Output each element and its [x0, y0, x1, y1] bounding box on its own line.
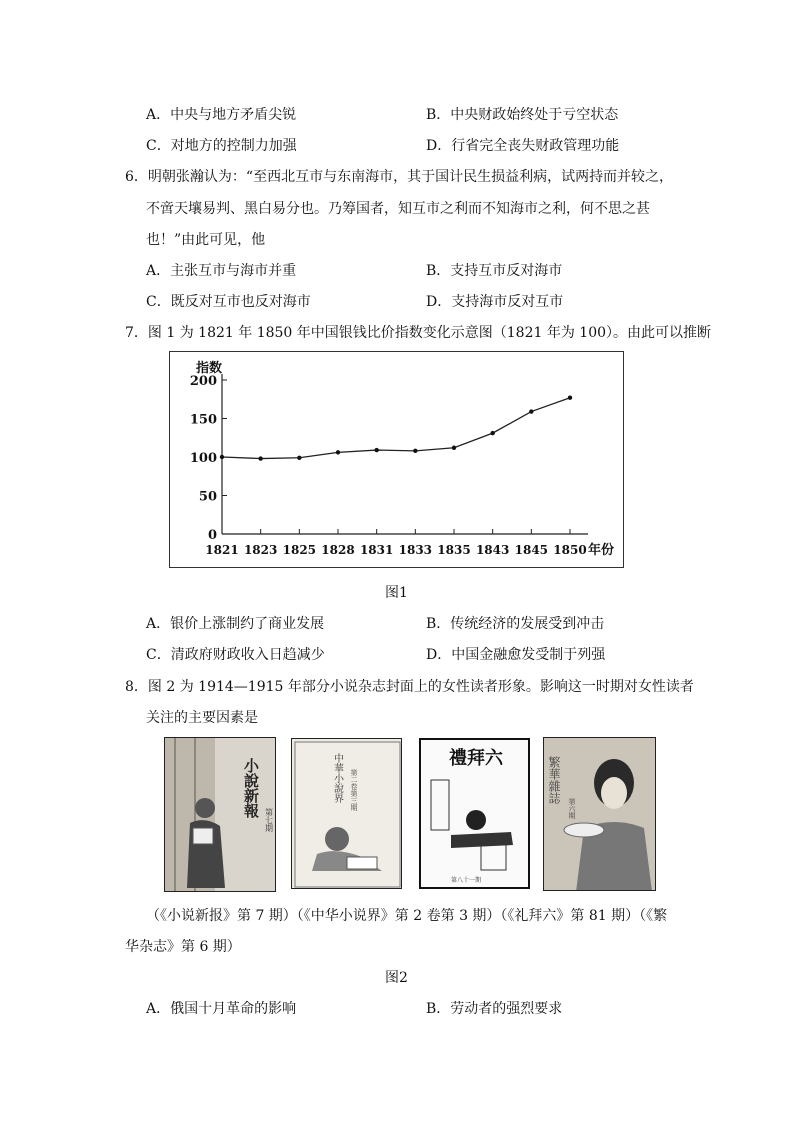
- x-axis-label: 年份: [588, 543, 615, 558]
- q6-option-c: C．既反对互市也反对海市: [146, 294, 311, 310]
- cover-1-note: 第七期: [264, 808, 274, 832]
- q5-option-d: D．行省完全丧失财政管理功能: [426, 138, 620, 154]
- cover-4-illustration: [544, 738, 656, 891]
- cover-1-title: 小說新報: [242, 758, 260, 818]
- q7-option-a: A．银价上涨制约了商业发展: [146, 616, 325, 632]
- data-point-1823: [258, 456, 262, 460]
- figure-1-caption: 图1: [385, 585, 408, 601]
- q6-stem-line-1: 6．明朝张瀚认为：“至西北互市与东南海市，其于国计民生损益利病，试两持而并较之，: [125, 169, 674, 185]
- q8-stem-line-1: 8．图 2 为 1914—1915 年部分小说杂志封面上的女性读者形象。影响这一时期对女性读者: [125, 679, 694, 695]
- line-chart: [170, 352, 623, 567]
- y-axis-label: 指数: [196, 361, 223, 376]
- x-tick-label-1843: 1843: [475, 543, 510, 557]
- q6-option-d: D．支持海市反对互市: [426, 294, 564, 310]
- cover-4-title: 繁華雜誌: [547, 756, 561, 804]
- q7-option-d: D．中国金融愈发受制于列强: [426, 647, 606, 663]
- q6-option-b: B．支持互市反对海市: [426, 263, 563, 279]
- q6-option-a: A．主张互市与海市并重: [146, 263, 297, 279]
- y-tick-label-50: 50: [198, 489, 217, 505]
- x-tick-label-1850: 1850: [553, 543, 587, 557]
- cover-2-title: 中華小說界: [331, 753, 343, 803]
- x-tick-label-1831: 1831: [359, 543, 394, 557]
- magazine-cover-4: [543, 737, 656, 891]
- x-tick-label-1835: 1835: [437, 543, 471, 557]
- data-point-1835: [452, 446, 456, 450]
- data-point-1828: [336, 450, 340, 454]
- figure-2-sources-line-1: （《小说新报》第 7 期）（《中华小说界》第 2 卷第 3 期）（《礼拜六》第 81 期）（《繁: [146, 908, 668, 924]
- data-point-1850: [568, 396, 572, 400]
- figure-2-caption: 图2: [385, 970, 408, 986]
- q5-option-c: C．对地方的控制力加强: [146, 138, 297, 154]
- q5-option-a: A．中央与地方矛盾尖锐: [146, 107, 297, 123]
- cover-1-illustration: [165, 738, 276, 892]
- x-tick-label-1828: 1828: [321, 543, 355, 557]
- magazine-cover-1: [164, 737, 276, 892]
- q7-stem-line-1: 7．图 1 为 1821 年 1850 年中国银钱比价指数变化示意图（1821 年为 100）。由此可以推断: [125, 325, 712, 341]
- data-point-1845: [529, 409, 533, 413]
- q6-stem-line-2: 不啻天壤易判、黑白易分也。乃筹国者，知互市之利而不知海市之利，何不思之甚: [146, 201, 650, 217]
- y-tick-label-100: 100: [189, 451, 217, 466]
- x-tick-label-1833: 1833: [398, 543, 433, 557]
- q6-stem-line-3: 也！”由此可见，他: [146, 232, 266, 248]
- q8-stem-line-2: 关注的主要因素是: [146, 710, 258, 726]
- cover-3-title: 禮拜六: [449, 748, 503, 769]
- cover-2-illustration: [292, 739, 402, 889]
- cover-4-note: 第六期: [568, 798, 576, 819]
- figure-1-chart: [169, 351, 624, 568]
- y-tick-label-150: 150: [189, 412, 217, 428]
- y-tick-label-0: 0: [207, 528, 217, 543]
- x-tick-label-1845: 1845: [514, 543, 549, 557]
- data-point-1843: [490, 431, 494, 435]
- magazine-cover-3: [419, 738, 530, 889]
- data-point-1831: [374, 448, 378, 452]
- x-tick-label-1821: 1821: [205, 543, 239, 557]
- data-point-1825: [297, 456, 301, 460]
- figure-2-sources-line-2: 华杂志》第 6 期）: [125, 939, 241, 955]
- cover-3-illustration: [421, 740, 528, 887]
- q7-option-b: B．传统经济的发展受到冲击: [426, 616, 605, 632]
- x-tick-label-1823: 1823: [243, 543, 278, 557]
- series-line: [222, 398, 570, 459]
- x-tick-label-1825: 1825: [282, 543, 317, 557]
- q5-option-b: B．中央财政始终处于亏空状态: [426, 107, 619, 123]
- y-tick-label-200: 200: [189, 374, 217, 389]
- data-point-1833: [413, 449, 417, 453]
- data-point-1821: [220, 455, 224, 459]
- cover-2-note: 第二卷第三期: [350, 769, 358, 811]
- q8-option-a: A．俄国十月革命的影响: [146, 1001, 297, 1017]
- magazine-cover-2: [291, 738, 402, 889]
- q8-option-b: B．劳动者的强烈要求: [426, 1001, 563, 1017]
- cover-3-note: 第八十一期: [451, 877, 482, 884]
- q7-option-c: C．清政府财政收入日趋减少: [146, 647, 325, 663]
